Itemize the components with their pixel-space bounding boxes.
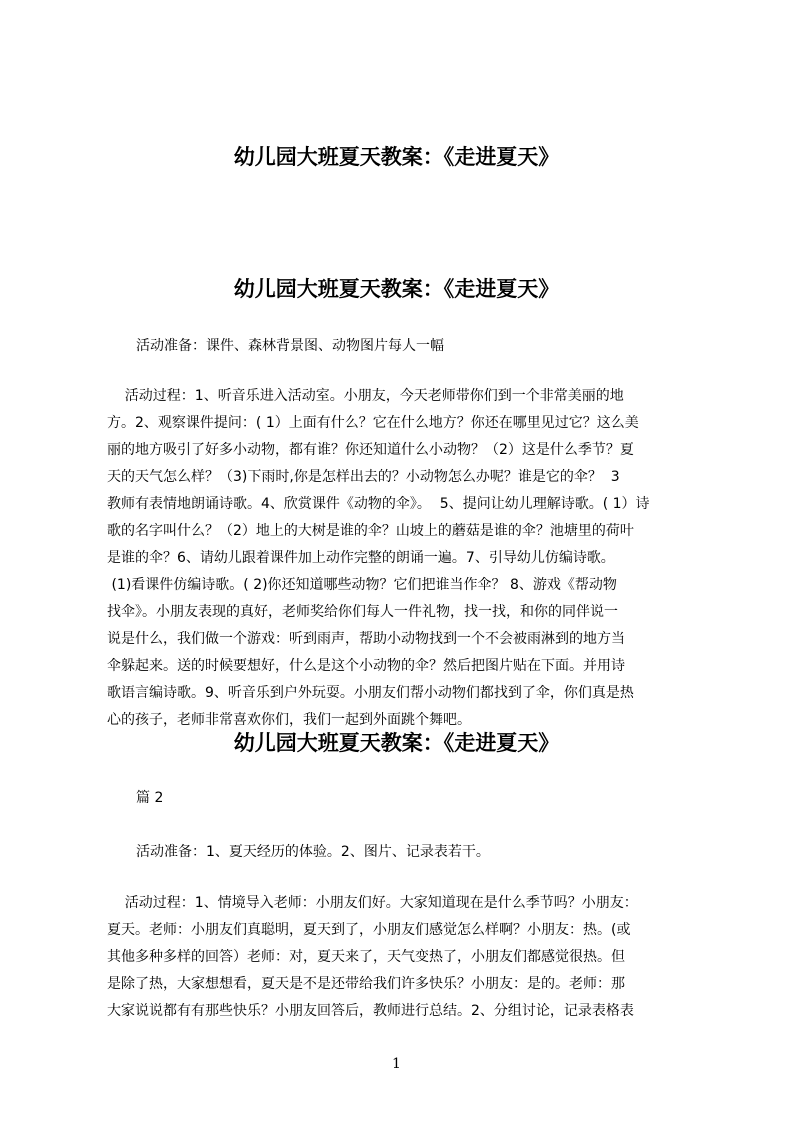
paragraph-line: 找伞》。小朋友表现的真好，老师奖给你们每人一件礼物，找一找，和你的同伴说一: [107, 604, 618, 620]
paragraph-line: 心的孩子，老师非常喜欢你们，我们一起到外面跳个舞吧。: [107, 712, 471, 728]
paragraph-line: 说是什么，我们做一个游戏：听到雨声，帮助小动物找到一个不会被雨淋到的地方当: [107, 631, 625, 647]
section2-process: [107, 893, 711, 1028]
paragraph-line: 是除了热，大家想想看，夏天是不是还带给我们许多快乐？小朋友：是的。老师：那: [107, 976, 625, 992]
paragraph-line: (1)看课件仿编诗歌。( 2)你还知道哪些动物？它们把谁当作伞？ 8、游戏《帮动物: [107, 577, 617, 593]
paragraph-line: 丽的地方吸引了好多小动物，都有谁？你还知道什么小动物？（2）这是什么季节？夏: [107, 442, 634, 458]
paragraph-line: 活动过程：1、听音乐进入活动室。小朋友，今天老师带你们到一个非常美丽的地: [107, 388, 624, 404]
paragraph-line: 夏天。老师：小朋友们真聪明，夏天到了，小朋友们感觉怎么样啊？小朋友：热。(或: [107, 922, 631, 938]
section1-process: [107, 386, 711, 737]
section2-label: 篇 2: [136, 790, 164, 806]
paragraph-line: 歌的名字叫什么？（2）地上的大树是谁的伞？山坡上的蘑菇是谁的伞？池塘里的荷叶: [107, 523, 634, 539]
paragraph-line: 伞躲起来。送的时候要想好，什么是这个小动物的伞？然后把图片贴在下面。并用诗: [107, 658, 625, 674]
section1-title: 幼儿园大班夏天教案：《走进夏天》: [233, 277, 560, 301]
paragraph-line: 方。2、观察课件提问：( 1）上面有什么？它在什么地方？你还在哪里见过它？这么美: [107, 415, 639, 431]
document-title: 幼儿园大班夏天教案：《走进夏天》: [233, 145, 560, 169]
paragraph-line: 是谁的伞？6、请幼儿跟着课件加上动作完整的朗诵一遍。7、引导幼儿仿编诗歌。: [107, 550, 615, 566]
paragraph-line: 大家说说都有有那些快乐？小朋友回答后，教师进行总结。2、分组讨论，记录表格表: [107, 1003, 634, 1019]
paragraph-line: 其他多种多样的回答）老师：对，夏天来了，天气变热了，小朋友们都感觉很热。但: [107, 949, 625, 965]
paragraph-line: 天的天气怎么样？（3)下雨时,你是怎样出去的？小动物怎么办呢？谁是它的伞？ 3: [107, 469, 620, 485]
page-number: 1: [392, 1056, 401, 1072]
section2-prep: 活动准备：1、夏天经历的体验。2、图片、记录表若干。: [136, 844, 490, 860]
section2-title: 幼儿园大班夏天教案：《走进夏天》: [233, 731, 560, 755]
paragraph-line: 活动过程：1、情境导入老师：小朋友们好。大家知道现在是什么季节吗？小朋友：: [107, 895, 638, 911]
paragraph-line: 歌语言编诗歌。9、听音乐到户外玩耍。小朋友们帮小动物们都找到了伞，你们真是热: [107, 685, 634, 701]
section1-prep: 活动准备：课件、森林背景图、动物图片每人一幅: [136, 338, 444, 354]
paragraph-line: 教师有表情地朗诵诗歌。4、欣赏课件《动物的伞》。 5、提问让幼儿理解诗歌。( 1）诗: [107, 496, 650, 512]
